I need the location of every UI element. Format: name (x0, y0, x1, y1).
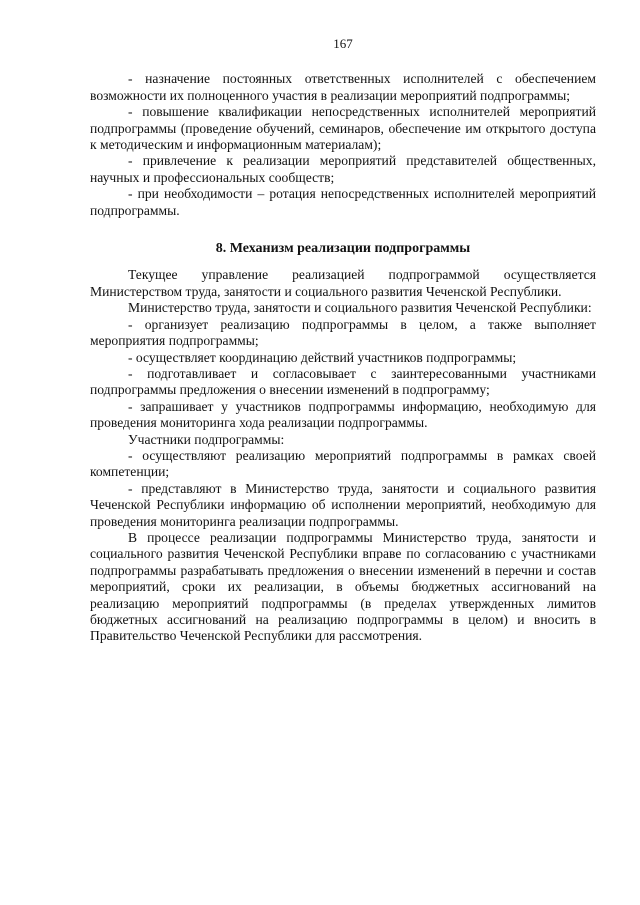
section-body (90, 267, 596, 644)
list-item: - назначение постоянных ответственных исполнителей с обеспечением возможности их полноценного участия в реализации мероприятий подпрограммы; (90, 71, 596, 103)
section-title: 8. Механизм реализации подпрограммы (215, 241, 471, 257)
list-item: - привлечение к реализации мероприятий представителей общественных, научных и профессиональных сообществ; (90, 153, 596, 185)
paragraph: - организует реализацию подпрограммы в целом, а также выполняет мероприятия подпрограммы; (90, 316, 596, 349)
paragraph: - осуществляет координацию действий участников подпрограммы; (128, 349, 517, 365)
paragraph: Участники подпрограммы: (128, 431, 285, 447)
list-item: - при необходимости – ротация непосредственных исполнителей мероприятий подпрограммы. (90, 186, 596, 218)
top-list (90, 71, 596, 219)
document-page (90, 36, 596, 645)
paragraph: Текущее управление реализацией подпрограммой осуществляется Министерством труда, занятости и социального развития Чеченской Республики. (90, 267, 596, 299)
paragraph: - запрашивает у участников подпрограммы информацию, необходимую для проведения мониторинга хода реализации подпрограммы. (90, 398, 596, 431)
page-number: 167 (333, 36, 353, 51)
paragraph: - осуществляют реализацию мероприятий подпрограммы в рамках своей компетенции; (90, 447, 596, 480)
paragraph: - представляют в Министерство труда, занятости и социального развития Чеченской Республики информацию об исполнении мероприятий, необходимую для проведения мониторинга реализации подпрограммы. (90, 480, 596, 529)
list-item: - повышение квалификации непосредственных исполнителей мероприятий подпрограммы (проведение обучений, семинаров, обеспечение им открытого доступа к методическим и информационным материалам); (90, 104, 596, 153)
paragraph: Министерство труда, занятости и социального развития Чеченской Республики: (128, 300, 592, 316)
paragraph: - подготавливает и согласовывает с заинтересованными участниками подпрограммы предложения о внесении изменений в подпрограмму; (90, 365, 596, 398)
paragraph: В процессе реализации подпрограммы Министерство труда, занятости и социального развития Чеченской Республики вправе по согласованию с участниками подпрограммы разрабатывать предложения о внесении изменений в перечни и состав мероприятий, сроки их реализации, в объемы бюджетных ассигнований на реализацию мероприятий подпрограммы (в пределах утвержденных лимитов бюджетных ассигнований на реализацию подпрограммы в целом) и вносить в Правительство Чеченской Республики для рассмотрения. (90, 529, 596, 644)
